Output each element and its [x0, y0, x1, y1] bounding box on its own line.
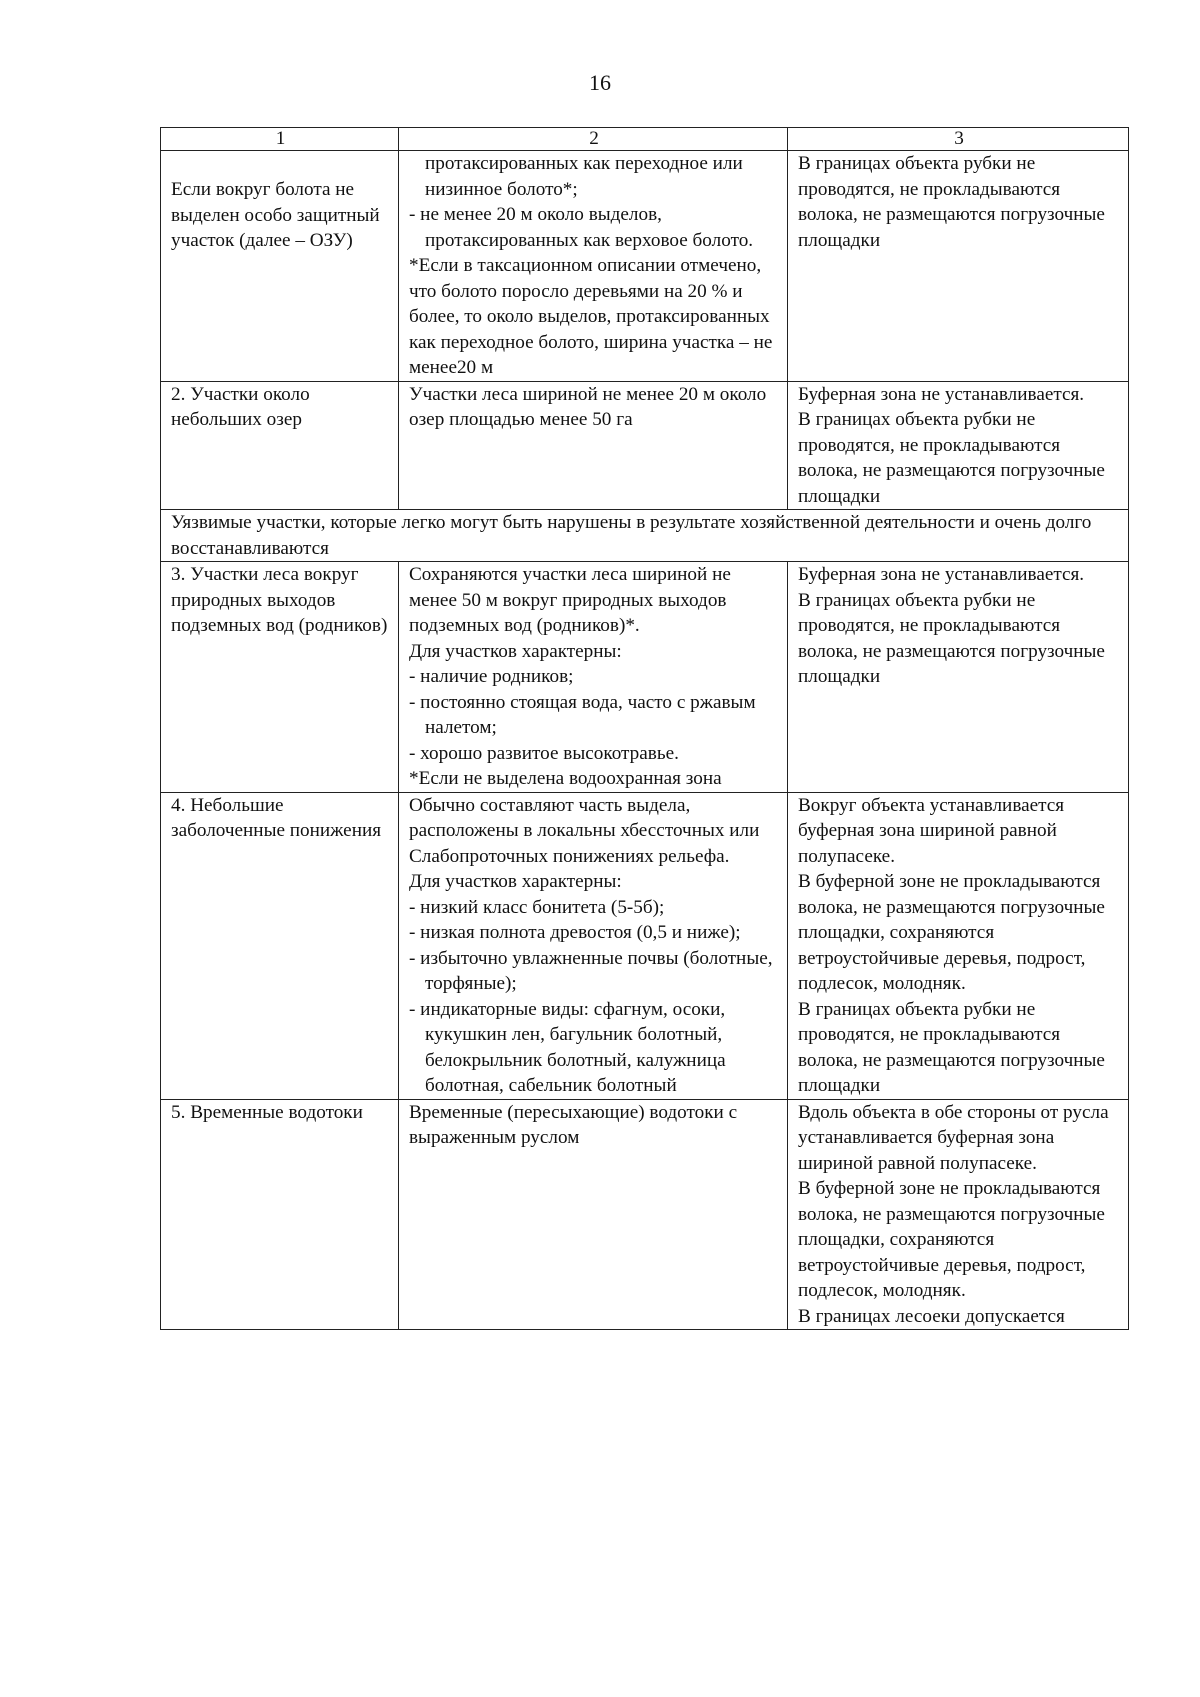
- description-list-item: - избыточно увлажненные почвы (болотные, торфяные);: [409, 947, 773, 994]
- description-text: Участки леса шириной не менее 20 м около озер площадью менее 50 га: [409, 383, 767, 430]
- requirements-text: В границах лесоеки допускается: [798, 1305, 1065, 1327]
- cell-site-name: [161, 792, 399, 1099]
- cell-site-name: [161, 562, 399, 793]
- requirements-text: Вокруг объекта устанавливается буферная зона шириной равной полупасеке.: [798, 794, 1065, 867]
- requirements-text: В границах объекта рубки не проводятся, не прокладываются волока, не размещаются погрузочные площадки: [798, 409, 1105, 507]
- site-name-text: 2. Участки около небольших озер: [171, 383, 310, 430]
- description-text: Слабопроточных понижениях рельефа.: [409, 845, 730, 867]
- description-list-item: - индикаторные виды: сфагнум, осоки, кукушкин лен, багульник болотный, белокрыльник болотный, калужница болотная, сабельник болотный: [409, 998, 726, 1096]
- column-header-3: 3: [788, 128, 1129, 151]
- description-text: Сохраняются участки леса шириной не менее 50 м вокруг природных выходов подземных вод (родников)*.: [409, 564, 731, 636]
- cell-description: [399, 792, 788, 1099]
- cell-description: [399, 562, 788, 793]
- site-name-text: 4. Небольшие заболоченные понижения: [171, 794, 382, 841]
- requirements-text: Буферная зона не устанавливается.: [798, 383, 1085, 405]
- cell-site-name: [161, 381, 399, 510]
- cell-description: [399, 381, 788, 510]
- table-row: [161, 562, 1129, 793]
- requirements-text: В границах объекта рубки не проводятся, не прокладываются волока, не размещаются погрузочные площадки: [798, 589, 1105, 687]
- site-name-text: 5. Временные водотоки: [171, 1101, 363, 1123]
- description-lead: Для участков характерны:: [409, 640, 622, 662]
- column-header-1: 1: [161, 128, 399, 151]
- requirements-text: В границах объекта рубки не проводятся, не прокладываются волока, не размещаются погрузочные площадки: [798, 998, 1105, 1096]
- cell-requirements: [788, 562, 1129, 793]
- requirements-text: Вдоль объекта в обе стороны от русла устанавливается буферная зона шириной равной полупасеке.: [798, 1101, 1109, 1174]
- description-list-item: - низкий класс бонитета (5-5б);: [409, 896, 665, 918]
- description-text: Временные (пересыхающие) водотоки с выраженным руслом: [409, 1101, 738, 1148]
- column-header-2: 2: [399, 128, 788, 151]
- cell-requirements: [788, 381, 1129, 510]
- site-name-text: 3. Участки леса вокруг природных выходов подземных вод (родников): [171, 564, 388, 636]
- description-list-item: - низкая полнота древостоя (0,5 и ниже);: [409, 922, 741, 943]
- cell-site-name: [161, 1099, 399, 1330]
- cell-description: [399, 1099, 788, 1330]
- requirements-text: В буферной зоне не прокладываются волока, не размещаются погрузочные площадки, сохраняются ветроустойчивые деревья, подрост, подлесок, молодняк.: [798, 1178, 1105, 1301]
- description-list-item: - не менее 20 м около выделов, протаксированных как верховое болото.: [409, 204, 754, 251]
- description-list-item: - хорошо развитое высокотравье.: [409, 742, 679, 764]
- page-number: 16: [589, 70, 611, 95]
- table-header-row: [161, 128, 1129, 151]
- cell-requirements: [788, 792, 1129, 1099]
- cell-site-name: [161, 151, 399, 382]
- description-footnote: *Если не выделена водоохранная зона: [409, 768, 722, 789]
- section-heading: Уязвимые участки, которые легко могут быть нарушены в результате хозяйственной деятельности и очень долго восстанавливаются: [161, 510, 1129, 562]
- table-row: [161, 151, 1129, 382]
- cell-description: [399, 151, 788, 382]
- table-row: [161, 1099, 1129, 1330]
- description-text: Обычно составляют часть выдела, расположены в локальны хбессточных или: [409, 794, 760, 841]
- description-list-item: - постоянно стоящая вода, часто с ржавым налетом;: [409, 691, 756, 738]
- cell-requirements: [788, 1099, 1129, 1330]
- description-continuation: протаксированных как переходное или низинное болото*;: [425, 153, 743, 200]
- site-name-text: Если вокруг болота не выделен особо защитный участок (далее – ОЗУ): [171, 179, 380, 251]
- requirements-text: Буферная зона не устанавливается.: [798, 564, 1085, 585]
- table-row: [161, 792, 1129, 1099]
- section-heading-row: [161, 510, 1129, 562]
- description-footnote: *Если в таксационном описании отмечено, что болото поросло деревьями на 20 % и более, то около выделов, протаксированных как переходное болото, ширина участка – не менее20 м: [409, 255, 773, 378]
- requirements-text: В границах объекта рубки не проводятся, не прокладываются волока, не размещаются погрузочные площадки: [798, 153, 1105, 251]
- table-row: [161, 381, 1129, 510]
- requirements-text: В буферной зоне не прокладываются волока, не размещаются погрузочные площадки, сохраняются ветроустойчивые деревья, подрост, подлесок, молодняк.: [798, 871, 1105, 994]
- regulation-table: [160, 127, 1129, 1330]
- description-lead: Для участков характерны:: [409, 871, 622, 892]
- cell-requirements: [788, 151, 1129, 382]
- description-list-item: - наличие родников;: [409, 666, 574, 687]
